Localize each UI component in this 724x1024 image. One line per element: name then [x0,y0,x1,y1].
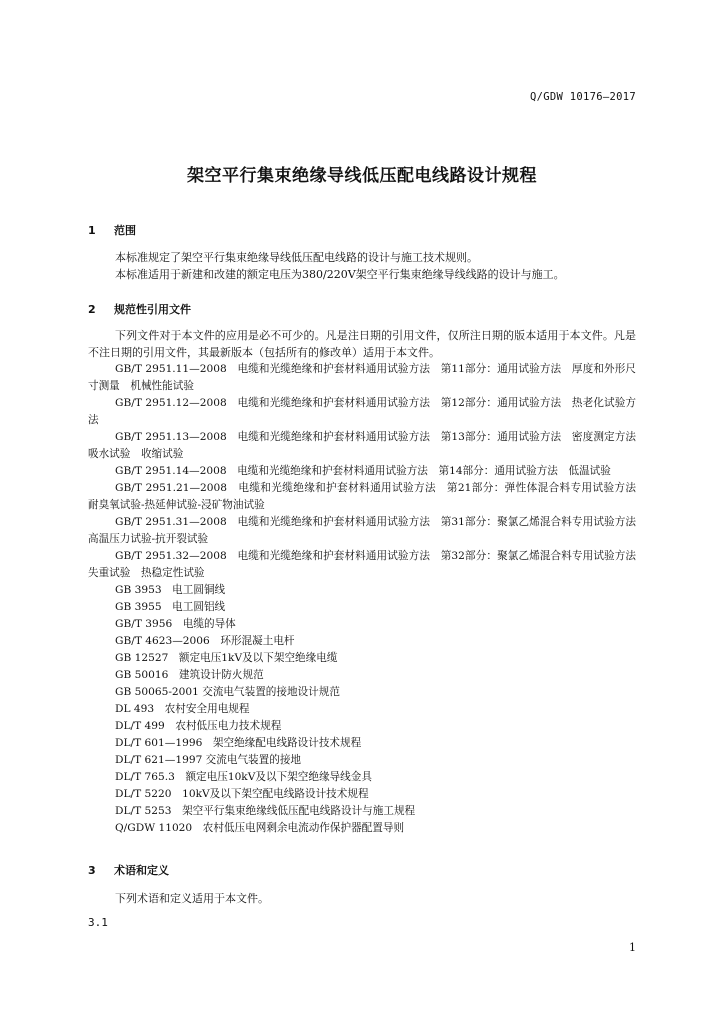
reference-item: GB/T 2951.12—2008 电缆和光缆绝缘和护套材料通用试验方法 第12部分：通用试验方法 热老化试验方法 [88,397,636,426]
section-2-title: 规范性引用文件 [114,303,191,316]
section-1-body [88,249,636,283]
reference-item: GB 3953 电工圆铜线 [115,584,226,596]
document-code: Q/GDW 10176—2017 [530,91,636,103]
reference-item: GB/T 2951.21—2008 电缆和光缆绝缘和护套材料通用试验方法 第21部分：弹性体混合料专用试验方法 耐臭氧试验-热延伸试验-浸矿物油试验 [88,482,647,511]
reference-list [88,361,647,837]
reference-item: DL/T 5220 10kV及以下架空配电线路设计技术规程 [115,788,369,800]
section-3-intro [88,890,636,907]
section-2-intro [88,327,636,361]
reference-item: GB/T 4623—2006 环形混凝土电杆 [115,635,295,647]
reference-item: GB 12527 额定电压1kV及以下架空绝缘电缆 [115,652,338,664]
page-title: 架空平行集束绝缘导线低压配电线路设计规程 [187,166,537,186]
section-3-intro-text: 下列术语和定义适用于本文件。 [115,892,269,905]
section-2-number: 2 [88,303,96,316]
section-1-paragraph: 本标准规定了架空平行集束绝缘导线低压配电线路的设计与施工技术规则。 [115,251,478,264]
reference-item: GB/T 2951.32—2008 电缆和光缆绝缘和护套材料通用试验方法 第32部分：聚氯乙烯混合料专用试验方法 失重试验 热稳定性试验 [88,550,647,579]
subsection-3-1-number: 3.1 [88,916,108,929]
section-3-title: 术语和定义 [114,864,169,877]
section-3-heading [88,862,169,878]
reference-item: GB 3955 电工圆铝线 [115,601,226,613]
section-1-title: 范围 [114,224,136,237]
section-2-heading [88,301,191,317]
reference-item: GB/T 2951.14—2008 电缆和光缆绝缘和护套材料通用试验方法 第14部分：通用试验方法 低温试验 [115,465,611,477]
reference-item: GB/T 2951.13—2008 电缆和光缆绝缘和护套材料通用试验方法 第13部分：通用试验方法 密度测定方法 吸水试验 收缩试验 [88,431,647,460]
reference-item: DL/T 765.3 额定电压10kV及以下架空绝缘导线金具 [115,771,372,783]
reference-item: DL/T 601—1996 架空绝缘配电线路设计技术规程 [115,737,362,749]
reference-item: DL 493 农村安全用电规程 [115,703,250,715]
reference-item: DL/T 5253 架空平行集束绝缘线低压配电线路设计与施工规程 [115,805,416,817]
reference-item: GB/T 2951.11—2008 电缆和光缆绝缘和护套材料通用试验方法 第11部分：通用试验方法 厚度和外形尺寸测量 机械性能试验 [88,363,636,392]
reference-item: DL/T 621—1997 交流电气装置的接地 [115,754,302,766]
section-2-intro-text: 下列文件对于本文件的应用是必不可少的。凡是注日期的引用文件，仅所注日期的版本适用于本文件。凡是不注日期的引用文件，其最新版本（包括所有的修改单）适用于本文件。 [88,329,636,359]
page-number: 1 [629,941,636,954]
section-1-number: 1 [88,224,96,237]
reference-item: GB/T 2951.31—2008 电缆和光缆绝缘和护套材料通用试验方法 第31部分：聚氯乙烯混合料专用试验方法 高温压力试验-抗开裂试验 [88,516,647,545]
reference-item: GB 50016 建筑设计防火规范 [115,669,264,681]
section-1-paragraph: 本标准适用于新建和改建的额定电压为380/220V架空平行集束绝缘导线线路的设计与施工。 [115,268,565,281]
reference-item: DL/T 499 农村低压电力技术规程 [115,720,282,732]
reference-item: GB/T 3956 电缆的导体 [115,618,236,630]
section-3-number: 3 [88,864,96,877]
reference-item: Q/GDW 11020 农村低压电网剩余电流动作保护器配置导则 [115,822,405,834]
section-1-heading [88,222,136,238]
reference-item: GB 50065-2001 交流电气装置的接地设计规范 [115,686,340,698]
